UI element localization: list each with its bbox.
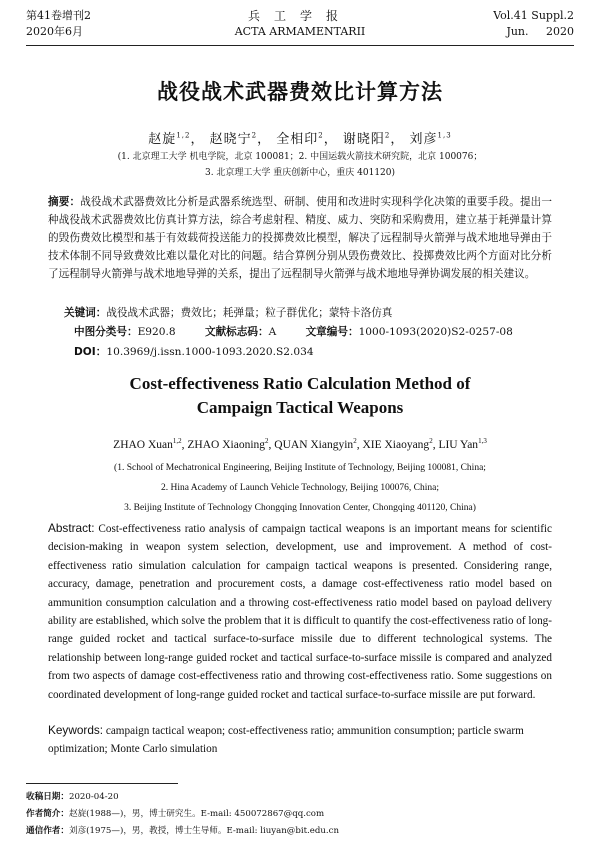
author-list-en — [0, 437, 600, 451]
running-header — [26, 8, 574, 48]
clc-code: 中图分类号：E920.8 — [74, 326, 176, 338]
title-en-line: Campaign Tactical Weapons — [196, 398, 404, 417]
author-en: XIE Xiaoyang$^2$, — [362, 437, 439, 451]
journal-name — [26, 8, 574, 40]
author-bio: 作者简介：赵旋(1988—)，男，博士研究生。E-mail: 450072867@qq.com — [26, 809, 325, 819]
header-rule — [26, 45, 574, 46]
author-cn: 赵晓宁$^2$， — [209, 131, 272, 147]
affiliations-en — [0, 458, 600, 518]
affiliations-cn — [0, 149, 600, 181]
title-en-line: Cost-effectiveness Ratio Calculation Method of — [129, 374, 471, 393]
received-date: 收稿日期：2020-04-20 — [26, 792, 119, 802]
footnote — [26, 789, 574, 840]
doi-value: 10.3969/j.issn.1000-1093.2020.S2.034 — [106, 346, 314, 358]
author-en: ZHAO Xuan$^{1,2}$, — [113, 437, 188, 451]
doi-label: DOI： — [74, 346, 107, 358]
paper-title-en — [0, 372, 600, 420]
issue-date: 2020年6月 — [26, 25, 83, 38]
keywords-cn — [64, 305, 552, 320]
abstract-label-cn: 摘要： — [48, 196, 81, 208]
abstract-cn — [48, 193, 552, 283]
author-en: QUAN Xiangyin$^2$, — [274, 437, 363, 451]
volume-issue-en: Vol.41 Suppl.2 — [493, 9, 574, 22]
author-cn: 谢晓阳$^2$， — [342, 131, 405, 147]
corresponding-author: 通信作者：刘彦(1975—)，男，教授，博士生导师。E-mail: liuyan@bit.edu.cn — [26, 826, 339, 836]
affiliation-line: 2. Hina Academy of Launch Vehicle Technology, Beijing 100076, China; — [160, 483, 440, 493]
keywords-en — [48, 721, 552, 758]
issue-date-en — [493, 24, 574, 40]
abstract-text-en: Cost-effectiveness ratio analysis of campaign tactical weapons is an important means for scientific decision-making in weapon system selection, development, use and improvement. A method of cost-effectiveness ratio simulation calculation for campaign tactical weapons is presented. Considering range, accuracy, damage, penetration and procurement costs, a damage cost-effectiveness ratio model based on ammunition consumption calculation and a throwing cost-effectiveness ratio model based on payload delivery ability are established, which solve the problem that it is difficult to quantify the cost-effectiveness ratio of long-range guided rocket and tactical surface-to-surface missile due to different technological systems. The relationship between long-range guided rocket and tactical surface-to-surface missile is compared and analyzed from two aspects of damage cost-effectiveness ratio and throwing cost-effectiveness ratio. Some suggestions on coordinated development of long-range guided rocket and tactical surface-to-surface missile are put forward. — [48, 523, 552, 701]
article-number: 文章编号：1000-1093(2020)S2-0257-08 — [305, 326, 513, 338]
paper-title-cn: 战役战术武器费效比计算方法 — [157, 79, 443, 104]
abstract-en — [48, 519, 552, 704]
author-cn: 刘彦$^{1,3}$ — [409, 131, 452, 147]
author-en: LIU Yan$^{1,3}$ — [438, 437, 487, 451]
keywords-label-cn: 关键词： — [64, 307, 107, 319]
abstract-text-cn: 战役战术武器费效比分析是武器系统选型、研制、使用和改进时实现科学化决策的重要手段。提出一种战役战术武器费效比仿真计算方法，综合考虑射程、精度、威力、突防和采购费用，建立基于耗弹量计算的毁伤费效比模型和基于有效载荷投送能力的投掷费效比模型，解决了远程制导火箭弹与战术地地导弹由于技术体制不同导致费效比难以量化对比的问题。结合算例分别从毁伤费效比、投掷费效比两个方面对比分析了远程制导火箭弹与战术地地导弹的关系，提出了远程制导火箭弹与战术地地导弹协调发展的相关建议。 — [48, 196, 553, 280]
keywords-text-en: campaign tactical weapon; cost-effectiveness ratio; ammunition consumption; particle swarm optimization; Monte Carlo simulation — [48, 725, 524, 755]
author-list-cn — [0, 128, 600, 147]
keywords-text-cn: 战役战术武器；费效比；耗弹量；粒子群优化；蒙特卡洛仿真 — [106, 307, 393, 319]
doi — [74, 344, 314, 359]
footnote-rule — [26, 783, 178, 784]
journal-name-cn: 兵工学报 — [247, 9, 352, 23]
volume-issue: 第41卷增刊2 — [26, 9, 91, 22]
issue-year-en: 2020 — [546, 25, 574, 38]
abstract-label-en: Abstract: — [48, 521, 95, 535]
issue-month-en: Jun. — [506, 25, 529, 38]
author-cn: 赵旋$^{1,2}$， — [148, 131, 205, 147]
affiliation-line: 3. 北京理工大学 重庆创新中心，重庆 401120) — [204, 168, 396, 178]
author-en: ZHAO Xiaoning$^2$, — [187, 437, 275, 451]
journal-name-en: ACTA ARMAMENTARII — [234, 25, 366, 38]
affiliation-line: 3. Beijing Institute of Technology Chongqing Innovation Center, Chongqing 401120, China) — [124, 503, 476, 513]
classification-line — [74, 324, 560, 339]
document-code: 文献标志码：A — [205, 326, 277, 338]
keywords-label-en: Keywords: — [48, 723, 104, 737]
issue-info-en — [493, 8, 574, 40]
author-cn: 全相印$^2$， — [276, 131, 338, 147]
affiliation-line: (1. 北京理工大学 机电学院，北京 100081；2. 中国运载火箭技术研究院，北京 100076； — [117, 152, 483, 162]
affiliation-line: (1. School of Mechatronical Engineering, Beijing Institute of Technology, Beijing 100081, China; — [114, 463, 486, 473]
